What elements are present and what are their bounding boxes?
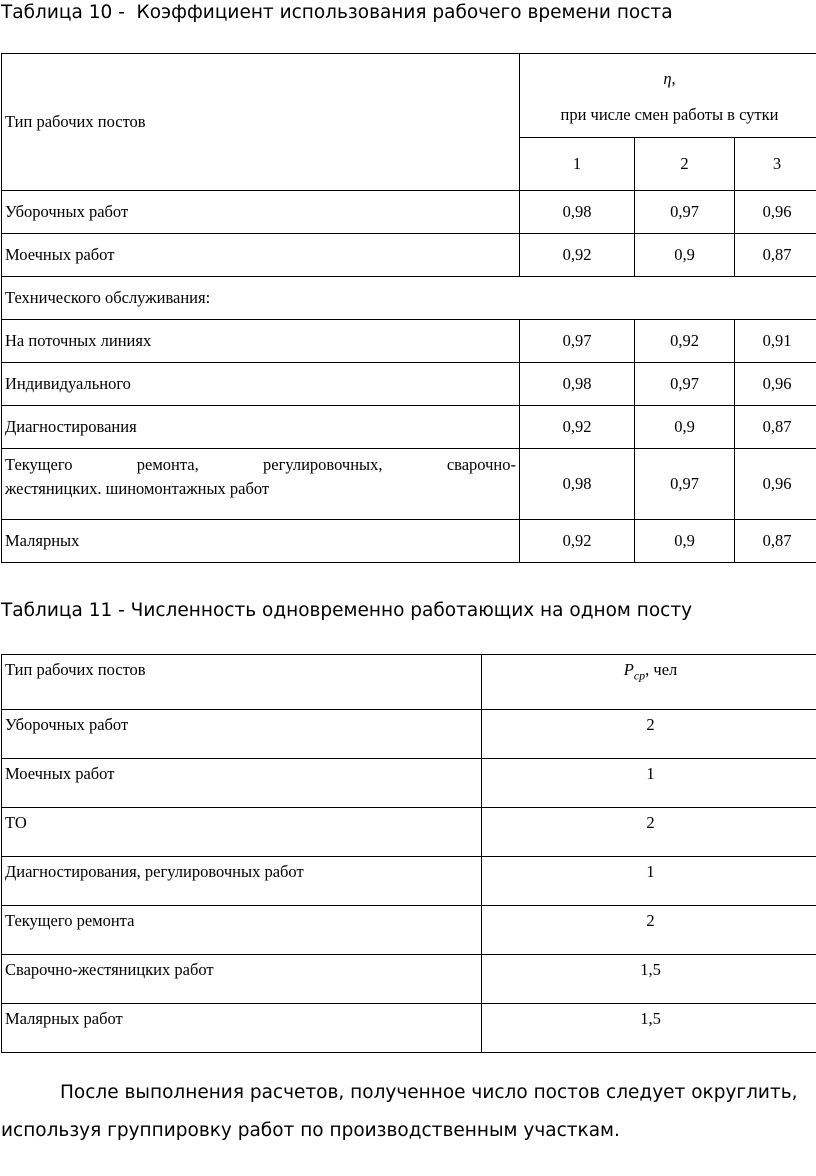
table-row bbox=[2, 449, 816, 520]
row-label: Моечных работ bbox=[2, 759, 482, 808]
row-value: 2 bbox=[482, 906, 816, 955]
row-label-multiline bbox=[2, 449, 520, 520]
row-label: Малярных bbox=[2, 520, 520, 563]
row-label: Текущего ремонта bbox=[2, 906, 482, 955]
table-row bbox=[2, 955, 816, 1004]
row-label: Диагностирования, регулировочных работ bbox=[2, 857, 482, 906]
table-row bbox=[2, 320, 816, 363]
table11-value-header bbox=[482, 655, 816, 710]
shift-header-1: 1 bbox=[520, 138, 635, 191]
shift-header-3: 3 bbox=[735, 138, 816, 191]
row-value: 1 bbox=[482, 759, 816, 808]
row-value-3: 0,87 bbox=[735, 406, 816, 449]
body-paragraph bbox=[1, 1074, 816, 1150]
row-label-line2: жестяницких. шиномонтажных работ bbox=[5, 479, 270, 498]
row-value-1: 0,98 bbox=[520, 449, 635, 520]
row-value-1: 0,98 bbox=[520, 363, 635, 406]
table-row bbox=[2, 759, 816, 808]
row-label: ТО bbox=[2, 808, 482, 857]
row-value: 1,5 bbox=[482, 1004, 816, 1053]
table-row bbox=[2, 1004, 816, 1053]
table10-type-header: Тип рабочих постов bbox=[2, 54, 520, 191]
eta-subtitle: при числе смен работы в сутки bbox=[560, 105, 779, 124]
section-label: Технического обслуживания: bbox=[2, 277, 816, 320]
row-value-1: 0,92 bbox=[520, 520, 635, 563]
row-value: 1 bbox=[482, 857, 816, 906]
row-value-2: 0,9 bbox=[635, 234, 735, 277]
row-value-2: 0,9 bbox=[635, 406, 735, 449]
row-label: Уборочных работ bbox=[2, 191, 520, 234]
row-value-3: 0,96 bbox=[735, 449, 816, 520]
table10 bbox=[1, 53, 816, 563]
table11-type-header: Тип рабочих постов bbox=[2, 655, 482, 710]
table-row bbox=[2, 808, 816, 857]
row-label: Уборочных работ bbox=[2, 710, 482, 759]
p-unit: , чел bbox=[645, 660, 678, 679]
row-value: 2 bbox=[482, 710, 816, 759]
table-row bbox=[2, 406, 816, 449]
eta-suffix: , bbox=[671, 69, 676, 88]
paragraph-line1: После выполнения расчетов, полученное число постов следует округлить, bbox=[60, 1082, 798, 1103]
table10-caption: Таблица 10 - Коэффициент использования рабочего времени поста bbox=[1, 2, 673, 23]
row-label-line1: Текущего ремонта, регулировочных, сварочно- bbox=[5, 455, 516, 474]
row-value-1: 0,92 bbox=[520, 234, 635, 277]
row-label: Моечных работ bbox=[2, 234, 520, 277]
row-label: Диагностирования bbox=[2, 406, 520, 449]
row-label: Сварочно-жестяницких работ bbox=[2, 955, 482, 1004]
p-subscript: ср bbox=[633, 668, 646, 683]
table-row bbox=[2, 234, 816, 277]
eta-symbol: η bbox=[663, 69, 672, 88]
row-label: Индивидуального bbox=[2, 363, 520, 406]
row-value-2: 0,92 bbox=[635, 320, 735, 363]
row-value-3: 0,87 bbox=[735, 234, 816, 277]
row-value-3: 0,91 bbox=[735, 320, 816, 363]
table-section-row bbox=[2, 277, 816, 320]
row-value-1: 0,97 bbox=[520, 320, 635, 363]
table-row bbox=[2, 191, 816, 234]
row-value-1: 0,92 bbox=[520, 406, 635, 449]
table11 bbox=[1, 654, 816, 1053]
row-value-3: 0,87 bbox=[735, 520, 816, 563]
row-value-3: 0,96 bbox=[735, 363, 816, 406]
table-row bbox=[2, 520, 816, 563]
p-symbol: P bbox=[623, 660, 634, 679]
table-row bbox=[2, 906, 816, 955]
row-value-2: 0,9 bbox=[635, 520, 735, 563]
paragraph-line2: используя группировку работ по производственным участкам. bbox=[1, 1120, 620, 1141]
row-value-2: 0,97 bbox=[635, 363, 735, 406]
row-value: 1,5 bbox=[482, 955, 816, 1004]
table11-caption: Таблица 11 - Численность одновременно работающих на одном посту bbox=[1, 600, 693, 621]
row-value: 2 bbox=[482, 808, 816, 857]
table10-eta-header bbox=[520, 54, 816, 138]
row-value-2: 0,97 bbox=[635, 449, 735, 520]
row-value-2: 0,97 bbox=[635, 191, 735, 234]
row-label: Малярных работ bbox=[2, 1004, 482, 1053]
shift-header-2: 2 bbox=[635, 138, 735, 191]
row-label: На поточных линиях bbox=[2, 320, 520, 363]
table-row bbox=[2, 363, 816, 406]
table-row bbox=[2, 710, 816, 759]
table-row bbox=[2, 857, 816, 906]
row-value-1: 0,98 bbox=[520, 191, 635, 234]
row-value-3: 0,96 bbox=[735, 191, 816, 234]
